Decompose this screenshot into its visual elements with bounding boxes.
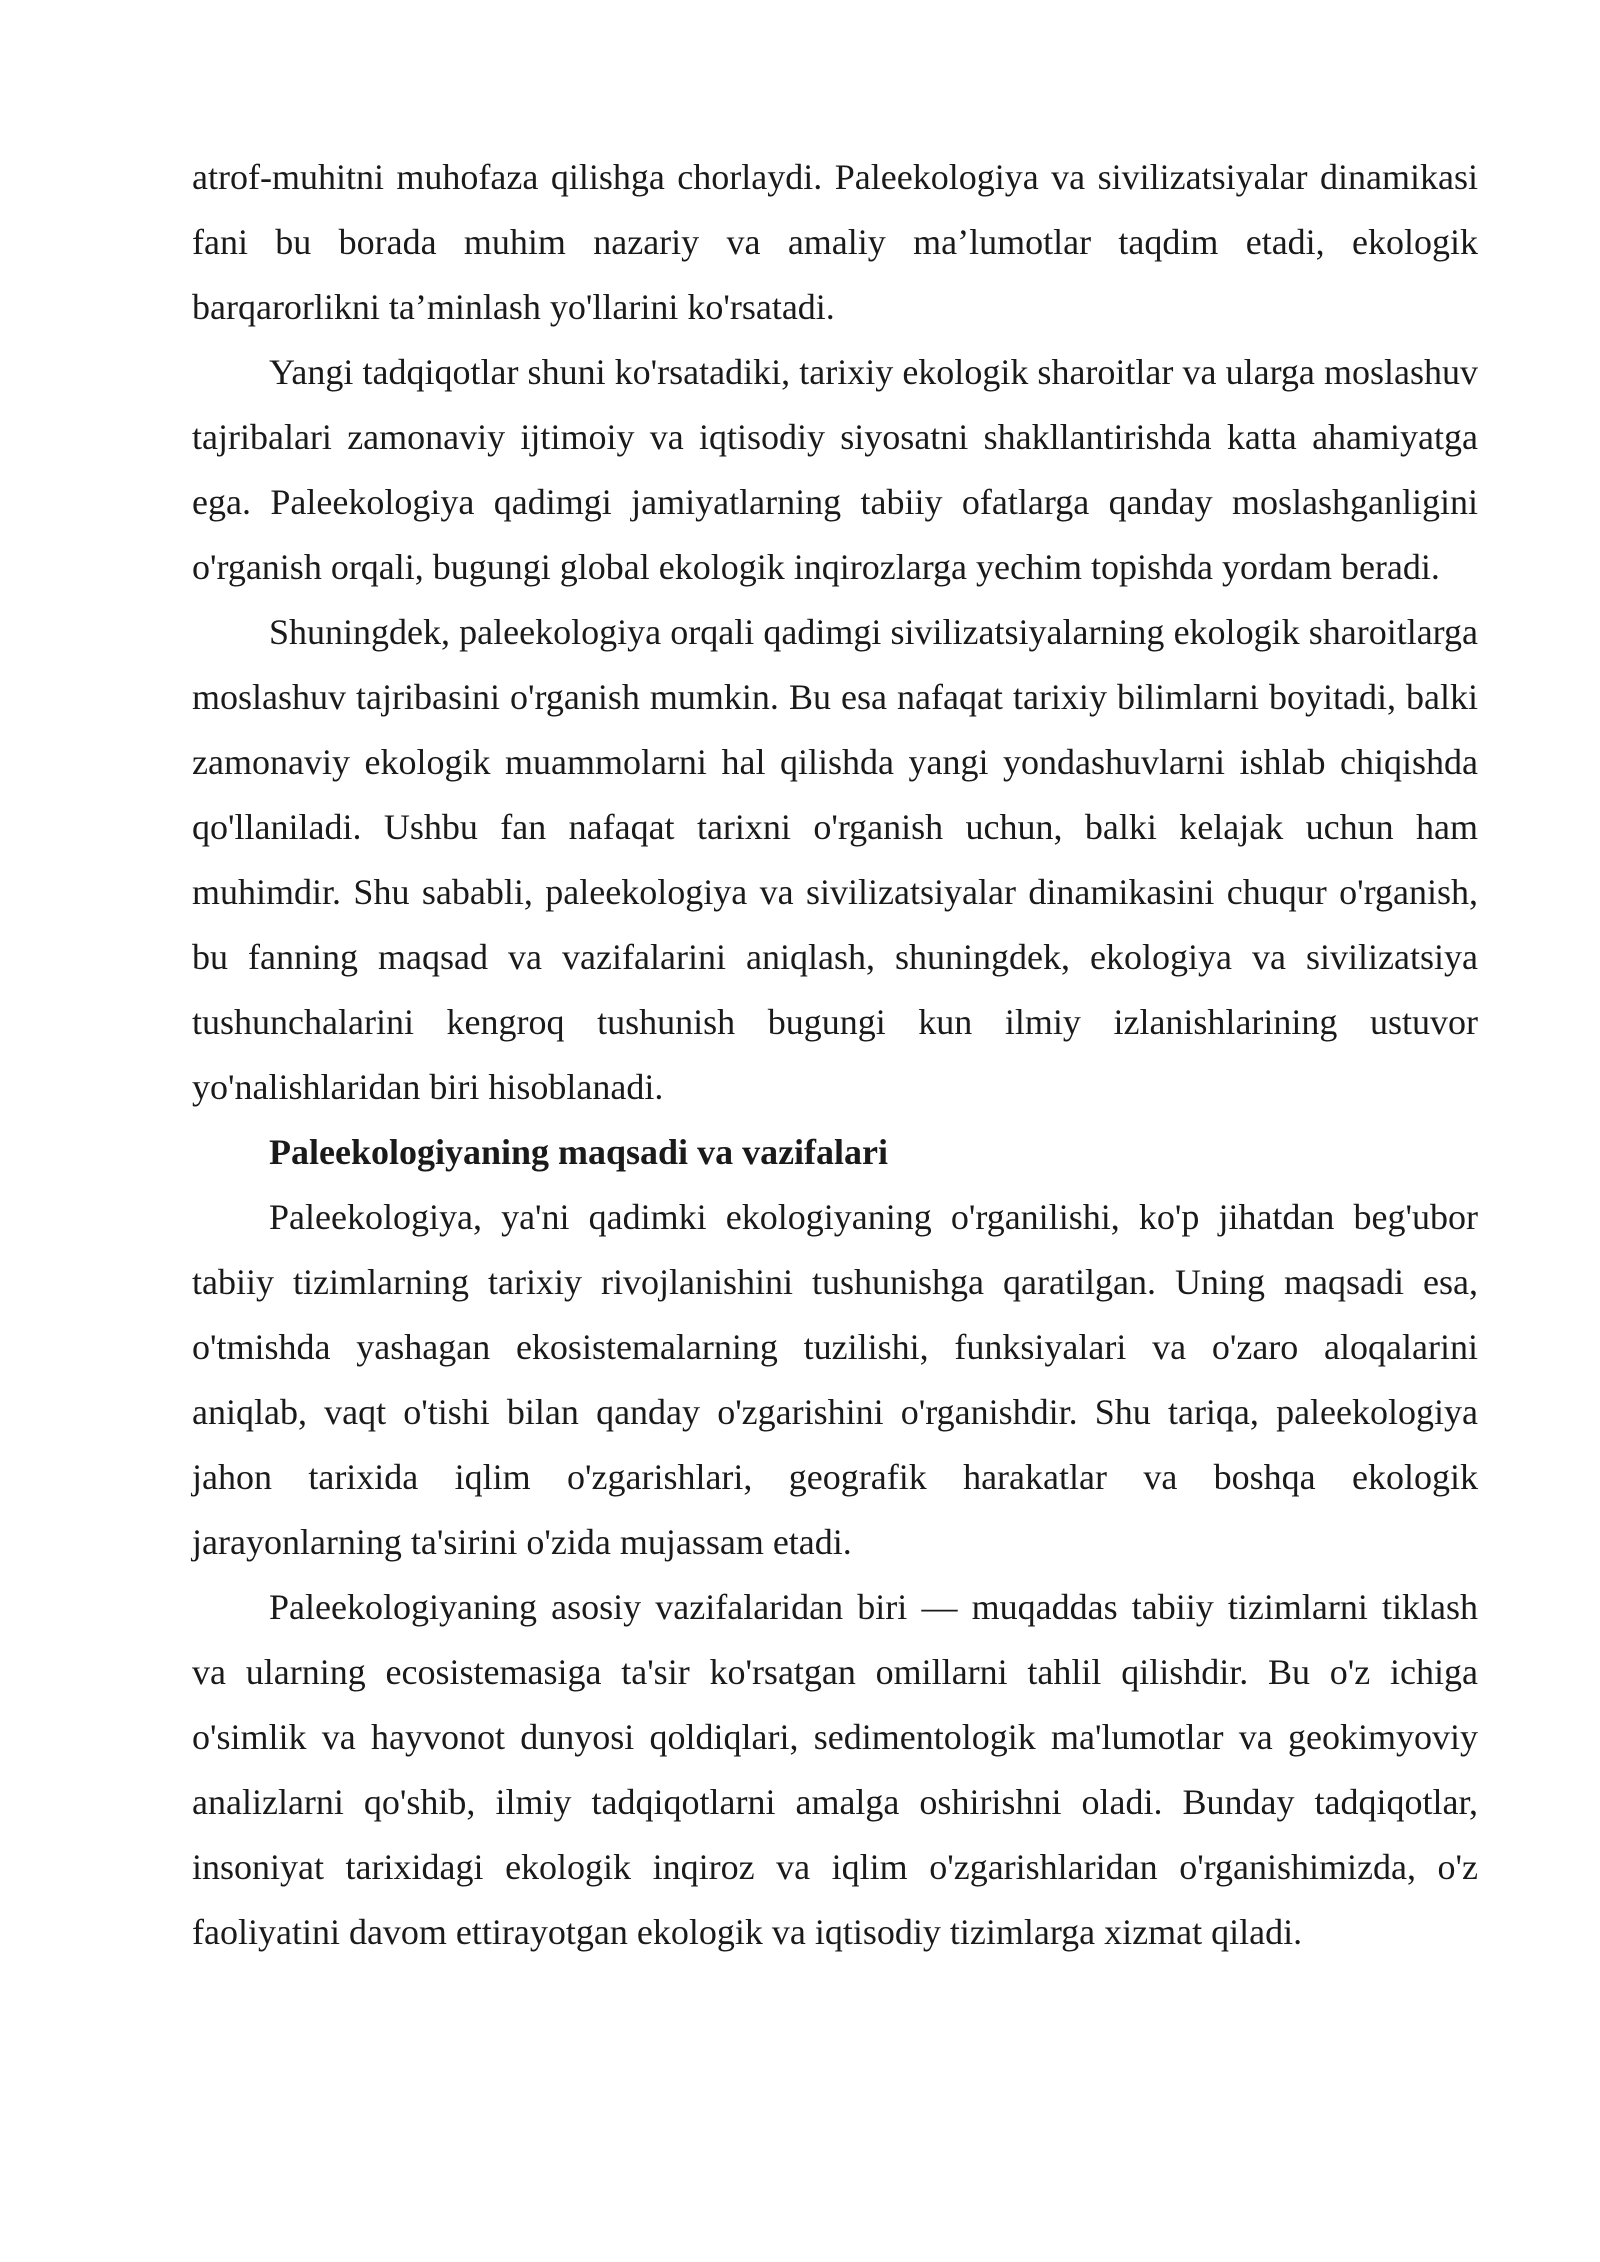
paragraph-tasks: Paleekologiyaning asosiy vazifalaridan biri — muqaddas tabiiy tizimlarni tiklash va ularning ecosistemasiga ta'sir ko'rsatgan omillarni tahlil qilishdir. Bu o'z ichiga o'simlik va hayvonot dunyosi qoldiqlari, sedimentologik ma'lumotlar va geokimyoviy analizlarni qo'shib, ilmiy tadqiqotlarni amalga oshirishni oladi. Bunday tadqiqotlar, insoniyat tarixidagi ekologik inqiroz va iqlim o'zgarishlaridan o'rganishimizda, o'z faoliyatini davom ettirayotgan ekologik va iqtisodiy tizimlarga xizmat qiladi.: [192, 1587, 1478, 1952]
paragraph-goal: Paleekologiya, ya'ni qadimki ekologiyaning o'rganilishi, ko'p jihatdan beg'ubor tabiiy tizimlarning tarixiy rivojlanishini tushunishga qaratilgan. Uning maqsadi esa, o'tmishda yashagan ekosistemalarning tuzilishi, funksiyalari va o'zaro aloqalarini aniqlab, vaqt o'tishi bilan qanday o'zgarishini o'rganishdir. Shu tariqa, paleekologiya jahon tarixida iqlim o'zgarishlari, geografik harakatlar va boshqa ekologik jarayonlarning ta'sirini o'zida mujassam etadi.: [192, 1197, 1478, 1562]
paragraph-civilizations: Shuningdek, paleekologiya orqali qadimgi sivilizatsiyalarning ekologik sharoitlarga moslashuv tajribasini o'rganish mumkin. Bu esa nafaqat tarixiy bilimlarni boyitadi, balki zamonaviy ekologik muammolarni hal qilishda yangi yondashuvlarni ishlab chiqishda qo'llaniladi. Ushbu fan nafaqat tarixni o'rganish uchun, balki kelajak uchun ham muhimdir. Shu sababli, paleekologiya va sivilizatsiyalar dinamikasini chuqur o'rganish, bu fanning maqsad va vazifalarini aniqlash, shuningdek, ekologiya va sivilizatsiya tushunchalarini kengroq tushunish bugungi kun ilmiy izlanishlarining ustuvor yo'nalishlaridan biri hisoblanadi.: [192, 612, 1478, 1107]
document-page: [192, 145, 1478, 1965]
paragraph-continuation: atrof-muhitni muhofaza qilishga chorlaydi. Paleekologiya va sivilizatsiyalar dinamikasi fani bu borada muhim nazariy va amaliy ma’lumotlar taqdim etadi, ekologik barqarorlikni ta’minlash yo'llarini ko'rsatadi.: [192, 157, 1478, 327]
paragraph-research: Yangi tadqiqotlar shuni ko'rsatadiki, tarixiy ekologik sharoitlar va ularga moslashuv tajribalari zamonaviy ijtimoiy va iqtisodiy siyosatni shakllantirishda katta ahamiyatga ega. Paleekologiya qadimgi jamiyatlarning tabiiy ofatlarga qanday moslashganligini o'rganish orqali, bugungi global ekologik inqirozlarga yechim topishda yordam beradi.: [192, 352, 1478, 587]
section-heading: Paleekologiyaning maqsadi va vazifalari: [269, 1132, 889, 1172]
